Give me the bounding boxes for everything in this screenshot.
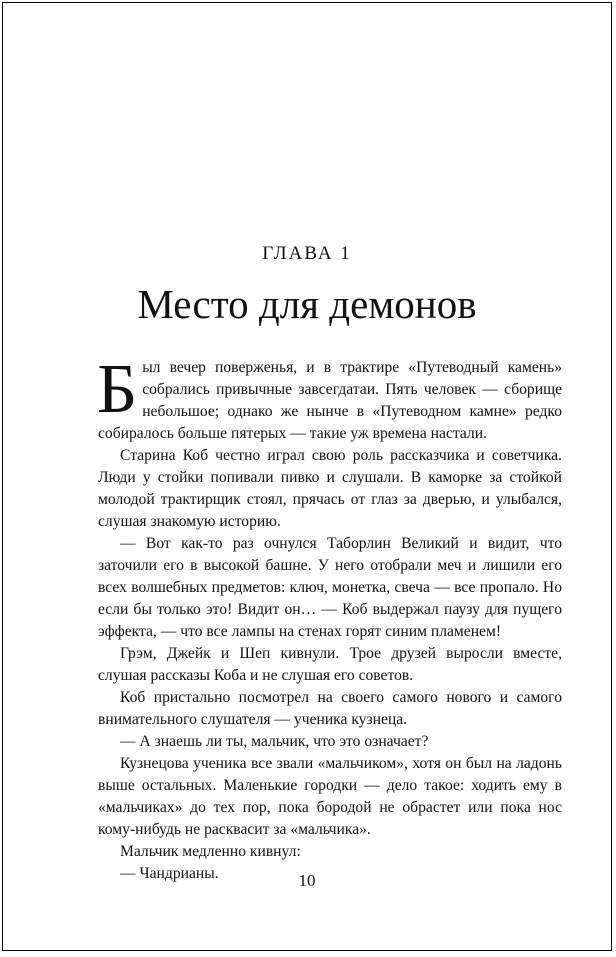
paragraph-7: Кузнецова ученика все звали «мальчиком», хотя он был на ладонь выше остальных. Маленькие городки — дело такое: ходить ему в «мальчиках» до тех пор, пока бородой не обрастет или пока нос кому-нибудь не расквасит за «мальчика». (98, 755, 562, 838)
paragraph-3: — Вот как-то раз очнулся Таборлин Великий и видит, что заточили его в высокой башне. У него отобрали меч и лишили его всех волшебных предметов: ключ, монетка, свеча — все пропало. Но если бы только это! Видит он… — Коб выдержал паузу для пущего эффекта, — что все лампы на стенах горят синим пламенем! (98, 535, 562, 640)
drop-cap: Б (97, 351, 138, 428)
paragraph-5: Коб пристально посмотрел на своего самого нового и самого внимательного слушателя — ученика кузнеца. (98, 689, 562, 728)
paragraph-2: Старина Коб честно играл свою роль рассказчика и советчика. Люди у стойки попивали пивко и слушали. В каморке за стойкой молодой трактирщик стоял, прячась от глаз за дверью, и улыбался, слушая знакомую историю. (98, 447, 562, 530)
paragraph-1 (97, 351, 562, 445)
paragraph-8: Мальчик медленно кивнул: (120, 843, 301, 860)
paragraph-4: Грэм, Джейк и Шеп кивнули. Трое друзей выросли вместе, слушая рассказы Коба и не слушая его советов. (98, 645, 562, 684)
page-number: 10 (298, 871, 316, 890)
chapter-label: ГЛАВА 1 (262, 243, 352, 264)
chapter-title: Место для демонов (137, 281, 477, 327)
paragraph-6: — А знаешь ли ты, мальчик, что это означает? (120, 733, 429, 750)
paragraph-9: — Чандрианы. (120, 865, 219, 882)
book-page (2, 2, 612, 951)
chapter-text (97, 351, 562, 885)
paragraph-1-text: ыл вечер поверженья, и в трактире «Путеводный камень» собрались привычные завсегдатаи. Пять человек — сборище небольшое; однако же нынче в «Путеводном камне» редко собиралось больше пятерых — такие уж времена настали. (98, 359, 562, 442)
